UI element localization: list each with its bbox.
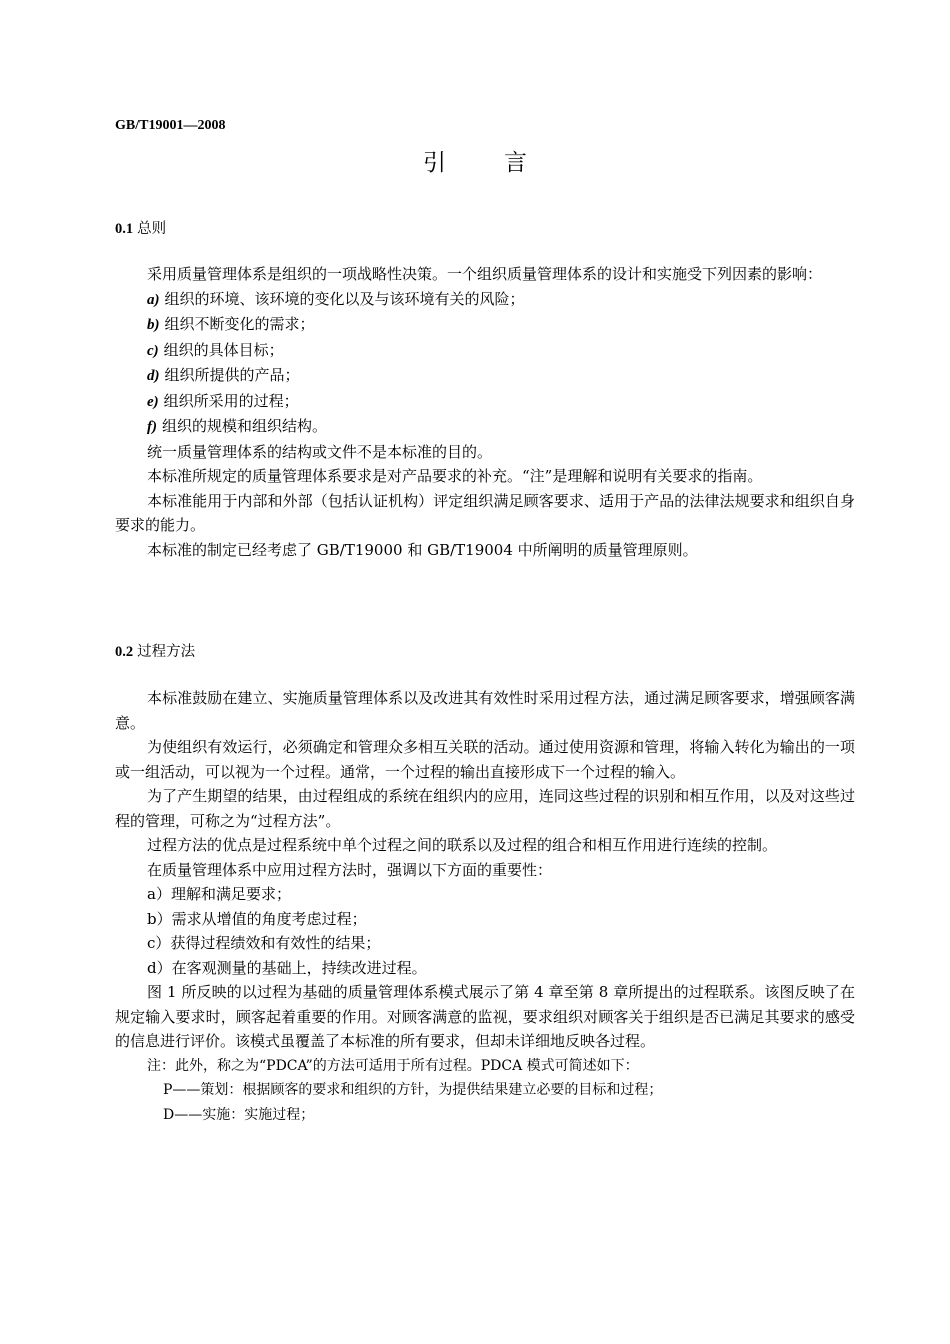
paragraph: 本标准能用于内部和外部（包括认证机构）评定组织满足顾客要求、适用于产品的法律法规要求和组织自身要求的能力。 <box>115 491 855 534</box>
paragraph: 本标准鼓励在建立、实施质量管理体系以及改进其有效性时采用过程方法，通过满足顾客要求，增强顾客满意。 <box>115 689 855 732</box>
section-heading-0-1 <box>115 217 166 238</box>
paragraph: 为了产生期望的结果，由过程组成的系统在组织内的应用，连同这些过程的识别和相互作用，以及对这些过程的管理，可称之为“过程方法”。 <box>115 787 855 830</box>
list-item: e) 组织所采用的过程； <box>147 391 299 410</box>
note-item: D——实施：实施过程； <box>163 1106 315 1123</box>
paragraph: 本标准所规定的质量管理体系要求是对产品要求的补充。“注”是理解和说明有关要求的指南。 <box>147 467 763 485</box>
page-title: 引言 <box>423 150 585 176</box>
paragraph: 过程方法的优点是过程系统中单个过程之间的联系以及过程的组合和相互作用进行连续的控制。 <box>147 836 778 854</box>
list-item: c）获得过程绩效和有效性的结果； <box>147 934 381 952</box>
list-item: a) 组织的环境、该环境的变化以及与该环境有关的风险； <box>147 289 525 308</box>
section-0-2-body <box>115 686 855 1127</box>
section-title: 总则 <box>137 221 167 237</box>
list-item: d）在客观测量的基础上，持续改进过程。 <box>147 958 427 977</box>
section-number: 0.2 <box>115 644 134 660</box>
section-heading-0-2 <box>115 640 195 661</box>
note: 注：此外，称之为“PDCA”的方法可适用于所有过程。PDCA 模式可简述如下： <box>147 1057 639 1074</box>
note-item: P——策划：根据顾客的要求和组织的方针，为提供结果建立必要的目标和过程； <box>163 1082 663 1098</box>
paragraph: 为使组织有效运行，必须确定和管理众多相互关联的活动。通过使用资源和管理，将输入转化为输出的一项或一组活动，可以视为一个过程。通常，一个过程的输出直接形成下一个过程的输入。 <box>115 738 855 781</box>
paragraph: 统一质量管理体系的结构或文件不是本标准的目的。 <box>147 442 493 461</box>
paragraph: 在质量管理体系中应用过程方法时，强调以下方面的重要性： <box>147 860 553 879</box>
section-0-1-body <box>115 262 855 562</box>
list-item: b）需求从增值的角度考虑过程； <box>147 909 367 928</box>
list-item: d) 组织所提供的产品； <box>147 366 300 384</box>
list-item: a）理解和满足要求； <box>147 885 291 903</box>
paragraph: 本标准的制定已经考虑了 GB/T19000 和 GB/T19004 中所阐明的质量管理原则。 <box>147 540 698 559</box>
list-item: b) 组织不断变化的需求； <box>147 315 315 333</box>
paragraph: 图 1 所反映的以过程为基础的质量管理体系模式展示了第 4 章至第 8 章所提出的过程联系。该图反映了在规定输入要求时，顾客起着重要的作用。对顾客满意的监视，要求组织对顾客关于组织是否已满足其要求的感受的信息进行评价。该模式虽覆盖了本标准的所有要求，但却未详细地反映各过程。 <box>115 983 855 1050</box>
list-item: f) 组织的规模和组织结构。 <box>147 417 328 435</box>
list-item: c) 组织的具体目标； <box>147 340 284 359</box>
paragraph: 采用质量管理体系是组织的一项战略性决策。一个组织质量管理体系的设计和实施受下列因素的影响： <box>147 265 823 283</box>
section-number: 0.1 <box>115 221 134 237</box>
document-id: GB/T19001—2008 <box>115 118 226 133</box>
section-title: 过程方法 <box>137 644 196 660</box>
